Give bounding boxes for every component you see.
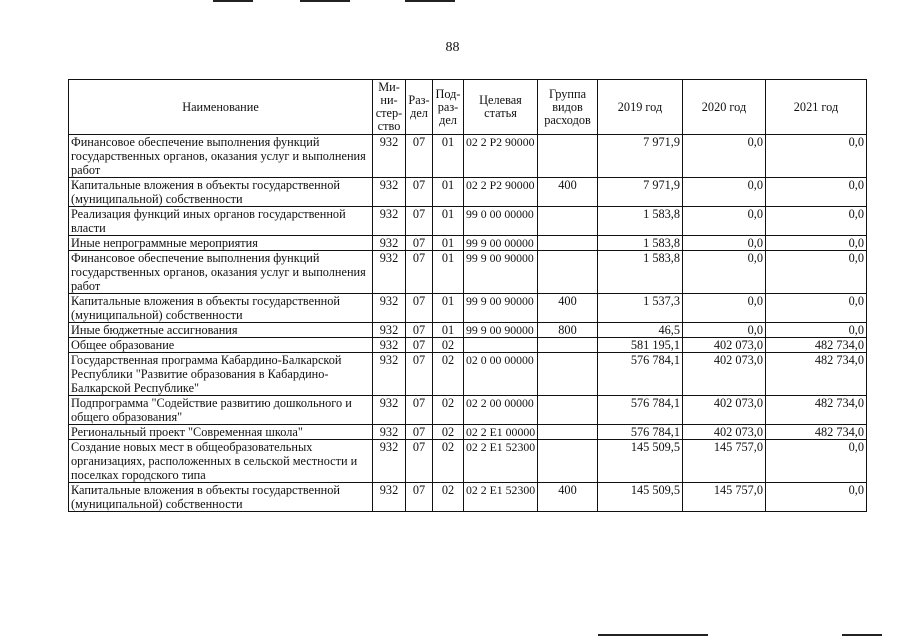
cell-target: 02 2 P2 90000 [464,135,538,178]
col-header-ministry: Ми- ни- стер- ство [373,80,406,135]
cell-2019: 576 784,1 [598,425,683,440]
cell-section: 07 [406,135,433,178]
cell-section: 07 [406,396,433,425]
cell-2020: 0,0 [683,294,766,323]
table-row [69,440,867,483]
table-row [69,323,867,338]
cell-2021: 0,0 [766,323,867,338]
cell-2019: 46,5 [598,323,683,338]
cell-section: 07 [406,251,433,294]
cell-subsection: 01 [433,207,464,236]
cell-subsection: 01 [433,236,464,251]
cell-section: 07 [406,294,433,323]
cell-2020: 0,0 [683,135,766,178]
cell-target: 02 2 E1 00000 [464,425,538,440]
table-row [69,178,867,207]
cell-target [464,338,538,353]
col-header-2021: 2021 год [766,80,867,135]
cell-ministry: 932 [373,353,406,396]
cell-2020: 0,0 [683,323,766,338]
col-header-2019: 2019 год [598,80,683,135]
cell-2020: 0,0 [683,251,766,294]
table-row [69,294,867,323]
cell-subsection: 01 [433,251,464,294]
cell-subsection: 02 [433,425,464,440]
cell-2019: 576 784,1 [598,396,683,425]
cell-ministry: 932 [373,338,406,353]
cell-ministry: 932 [373,323,406,338]
cell-name: Реализация функций иных органов государственной власти [69,207,373,236]
cell-section: 07 [406,483,433,512]
cell-name: Иные непрограммные мероприятия [69,236,373,251]
table-header-row [69,80,867,135]
cell-ministry: 932 [373,236,406,251]
table-row [69,338,867,353]
cell-subsection: 02 [433,483,464,512]
cell-2021: 482 734,0 [766,396,867,425]
table-row [69,251,867,294]
cell-ministry: 932 [373,396,406,425]
cell-2019: 145 509,5 [598,483,683,512]
cell-section: 07 [406,236,433,251]
cell-2020: 402 073,0 [683,353,766,396]
cell-2021: 0,0 [766,178,867,207]
cell-ministry: 932 [373,425,406,440]
cell-2019: 581 195,1 [598,338,683,353]
cell-2019: 7 971,9 [598,135,683,178]
cell-group [538,135,598,178]
cell-2021: 0,0 [766,207,867,236]
cell-name: Капитальные вложения в объекты государственной (муниципальной) собственности [69,483,373,512]
cell-2020: 145 757,0 [683,440,766,483]
cell-subsection: 01 [433,294,464,323]
cell-2021: 0,0 [766,135,867,178]
cell-group [538,207,598,236]
col-header-group: Группа видов расходов [538,80,598,135]
scan-mark-top-2 [300,0,350,2]
cell-group [538,236,598,251]
cell-2021: 0,0 [766,483,867,512]
cell-group [538,425,598,440]
scan-mark-top-1 [213,0,253,2]
cell-2021: 482 734,0 [766,338,867,353]
cell-group: 400 [538,178,598,207]
table-row [69,135,867,178]
cell-section: 07 [406,178,433,207]
cell-group: 800 [538,323,598,338]
budget-table [68,79,867,512]
cell-name: Общее образование [69,338,373,353]
cell-2019: 145 509,5 [598,440,683,483]
cell-2019: 7 971,9 [598,178,683,207]
cell-2020: 0,0 [683,178,766,207]
cell-section: 07 [406,323,433,338]
cell-2019: 576 784,1 [598,353,683,396]
cell-group [538,251,598,294]
col-header-target: Целевая статья [464,80,538,135]
cell-subsection: 02 [433,440,464,483]
cell-target: 02 2 00 00000 [464,396,538,425]
cell-group: 400 [538,483,598,512]
cell-2021: 482 734,0 [766,353,867,396]
cell-name: Финансовое обеспечение выполнения функций государственных органов, оказания услуг и выполнения работ [69,135,373,178]
cell-target: 02 2 E1 52300 [464,440,538,483]
cell-2021: 0,0 [766,236,867,251]
cell-name: Капитальные вложения в объекты государственной (муниципальной) собственности [69,178,373,207]
cell-ministry: 932 [373,207,406,236]
cell-ministry: 932 [373,251,406,294]
cell-2020: 402 073,0 [683,338,766,353]
cell-ministry: 932 [373,440,406,483]
col-header-section: Раз- дел [406,80,433,135]
table-row [69,396,867,425]
col-header-name: Наименование [69,80,373,135]
cell-ministry: 932 [373,483,406,512]
table-row [69,425,867,440]
cell-name: Финансовое обеспечение выполнения функций государственных органов, оказания услуг и выполнения работ [69,251,373,294]
cell-name: Создание новых мест в общеобразовательных организациях, расположенных в сельской местности и поселках городского типа [69,440,373,483]
cell-2019: 1 583,8 [598,236,683,251]
cell-section: 07 [406,338,433,353]
cell-name: Капитальные вложения в объекты государственной (муниципальной) собственности [69,294,373,323]
cell-2019: 1 537,3 [598,294,683,323]
cell-ministry: 932 [373,135,406,178]
cell-target: 02 0 00 00000 [464,353,538,396]
cell-2020: 0,0 [683,236,766,251]
cell-group [538,396,598,425]
cell-group [538,440,598,483]
cell-2019: 1 583,8 [598,207,683,236]
cell-name: Иные бюджетные ассигнования [69,323,373,338]
cell-2020: 145 757,0 [683,483,766,512]
cell-2021: 0,0 [766,251,867,294]
cell-section: 07 [406,353,433,396]
cell-section: 07 [406,425,433,440]
cell-2020: 0,0 [683,207,766,236]
table-row [69,353,867,396]
cell-name: Государственная программа Кабардино-Балкарской Республики "Развитие образования в Кабардино-Балкарской Республике" [69,353,373,396]
scan-mark-top-3 [405,0,455,2]
cell-target: 02 2 E1 52300 [464,483,538,512]
cell-section: 07 [406,440,433,483]
cell-2021: 0,0 [766,294,867,323]
cell-target: 99 9 00 90000 [464,294,538,323]
cell-2019: 1 583,8 [598,251,683,294]
cell-target: 99 0 00 00000 [464,207,538,236]
cell-group [538,353,598,396]
cell-ministry: 932 [373,178,406,207]
table-row [69,483,867,512]
cell-2021: 0,0 [766,440,867,483]
cell-subsection: 02 [433,396,464,425]
cell-target: 99 9 00 00000 [464,236,538,251]
col-header-2020: 2020 год [683,80,766,135]
scan-mark-bottom-2 [842,634,882,636]
cell-name: Подпрограмма "Содействие развитию дошкольного и общего образования" [69,396,373,425]
scan-mark-bottom-1 [598,634,708,636]
cell-ministry: 932 [373,294,406,323]
cell-target: 99 9 00 90000 [464,251,538,294]
cell-2021: 482 734,0 [766,425,867,440]
cell-2020: 402 073,0 [683,396,766,425]
cell-subsection: 01 [433,178,464,207]
cell-subsection: 02 [433,353,464,396]
cell-subsection: 02 [433,338,464,353]
cell-group [538,338,598,353]
cell-2020: 402 073,0 [683,425,766,440]
page-number: 88 [445,40,460,55]
cell-target: 02 2 P2 90000 [464,178,538,207]
cell-subsection: 01 [433,135,464,178]
cell-group: 400 [538,294,598,323]
col-header-subsection: Под- раз- дел [433,80,464,135]
cell-subsection: 01 [433,323,464,338]
table-row [69,236,867,251]
table-row [69,207,867,236]
cell-target: 99 9 00 90000 [464,323,538,338]
cell-name: Региональный проект "Современная школа" [69,425,373,440]
cell-section: 07 [406,207,433,236]
